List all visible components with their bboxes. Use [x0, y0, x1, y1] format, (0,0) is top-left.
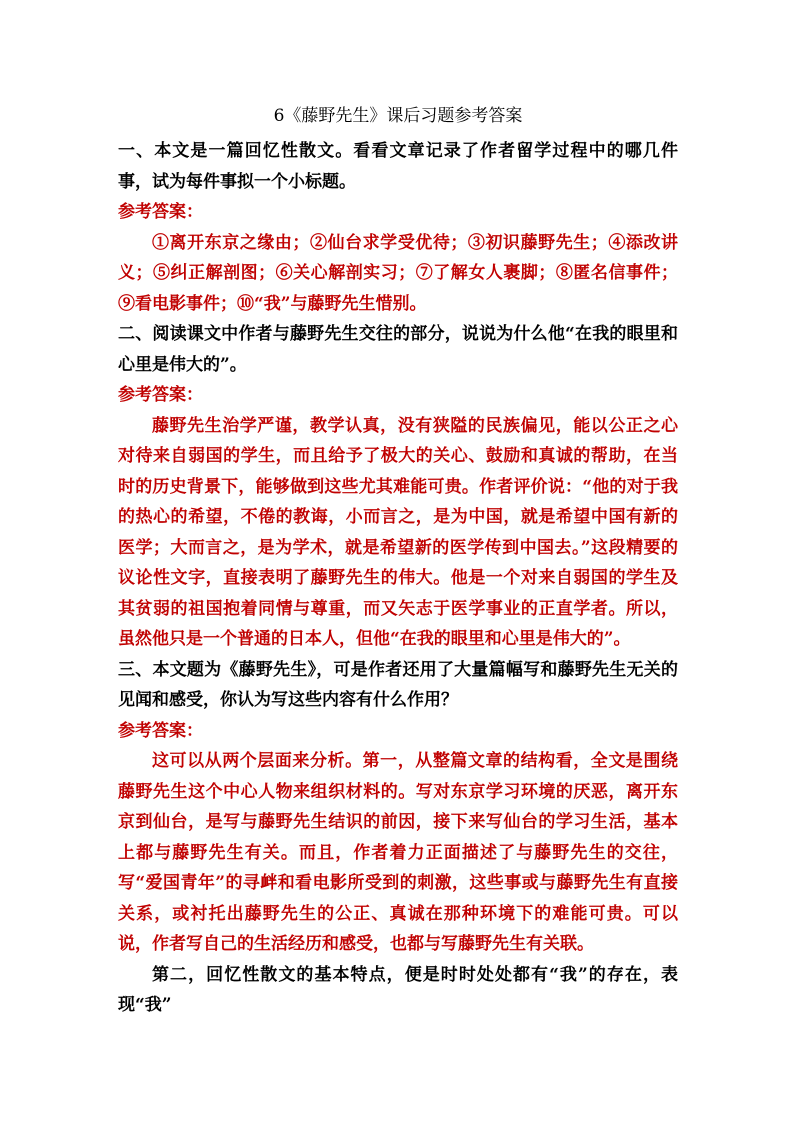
answer-label-2: 参考答案：	[118, 385, 203, 405]
answer-label-3: 参考答案：	[118, 720, 203, 741]
section-3	[118, 655, 678, 1021]
answer-3: 这可以从两个层面来分析。第一，从整篇文章的结构看，全文是围绕藤野先生这个中心人物来组织材料的。写对东京学习环境的厌恶，离开东京到仙台，是写与藤野先生结识的前因，接下来写仙台的学习生活，基本上都与藤野先生有关。而且，作者着力正面描述了与藤野先生的交往，写“爱国青年”的寻衅和看电影所受到的刺激，这些事或与藤野先生有直接关系，或衬托出藤野先生的公正、真诚在那种环境下的难能可贵。可以说，作者写自己的生活经历和感受，也都与写藤野先生有关联。	[118, 751, 678, 954]
question-3: 三、本文题为《藤野先生》，可是作者还用了大量篇幅写和藤野先生无关的见闻和感受，你认为写这些内容有什么作用？	[118, 659, 678, 710]
question-2: 二、阅读课文中作者与藤野先生交往的部分，说说为什么他“在我的眼里和心里是伟大的”。	[118, 324, 678, 375]
section-2	[118, 319, 678, 655]
answer-1: ①离开东京之缘由；②仙台求学受优待；③初识藤野先生；④添改讲义；⑤纠正解剖图；⑥关心解剖实习；⑦了解女人裹脚；⑧匿名信事件；⑨看电影事件；⑩“我”与藤野先生惜别。	[118, 232, 678, 314]
answer-label-1: 参考答案：	[118, 202, 203, 222]
question-1: 一、本文是一篇回忆性散文。看看文章记录了作者留学过程中的哪几件事，试为每件事拟一个小标题。	[118, 141, 678, 192]
answer-3-continuation: 第二，回忆性散文的基本特点，便是时时处处都有“我”的存在，表现“我”	[118, 964, 678, 1015]
document-page	[118, 96, 678, 1021]
page-title: 6《藤野先生》课后习题参考答案	[273, 106, 523, 126]
section-1	[118, 136, 678, 319]
answer-2: 藤野先生治学严谨，教学认真，没有狭隘的民族偏见，能以公正之心对待来自弱国的学生，而且给予了极大的关心、鼓励和真诚的帮助，在当时的历史背景下，能够做到这些尤其难能可贵。作者评价说：“他的对于我的热心的希望，不倦的教诲，小而言之，是为中国，就是希望中国有新的医学；大而言之，是为学术，就是希望新的医学传到中国去。”这段精要的议论性文字，直接表明了藤野先生的伟大。他是一个对来自弱国的学生及其贫弱的祖国抱着同情与尊重，而又矢志于医学事业的正直学者。所以，虽然他只是一个普通的日本人，但他“在我的眼里和心里是伟大的”。	[118, 415, 678, 649]
